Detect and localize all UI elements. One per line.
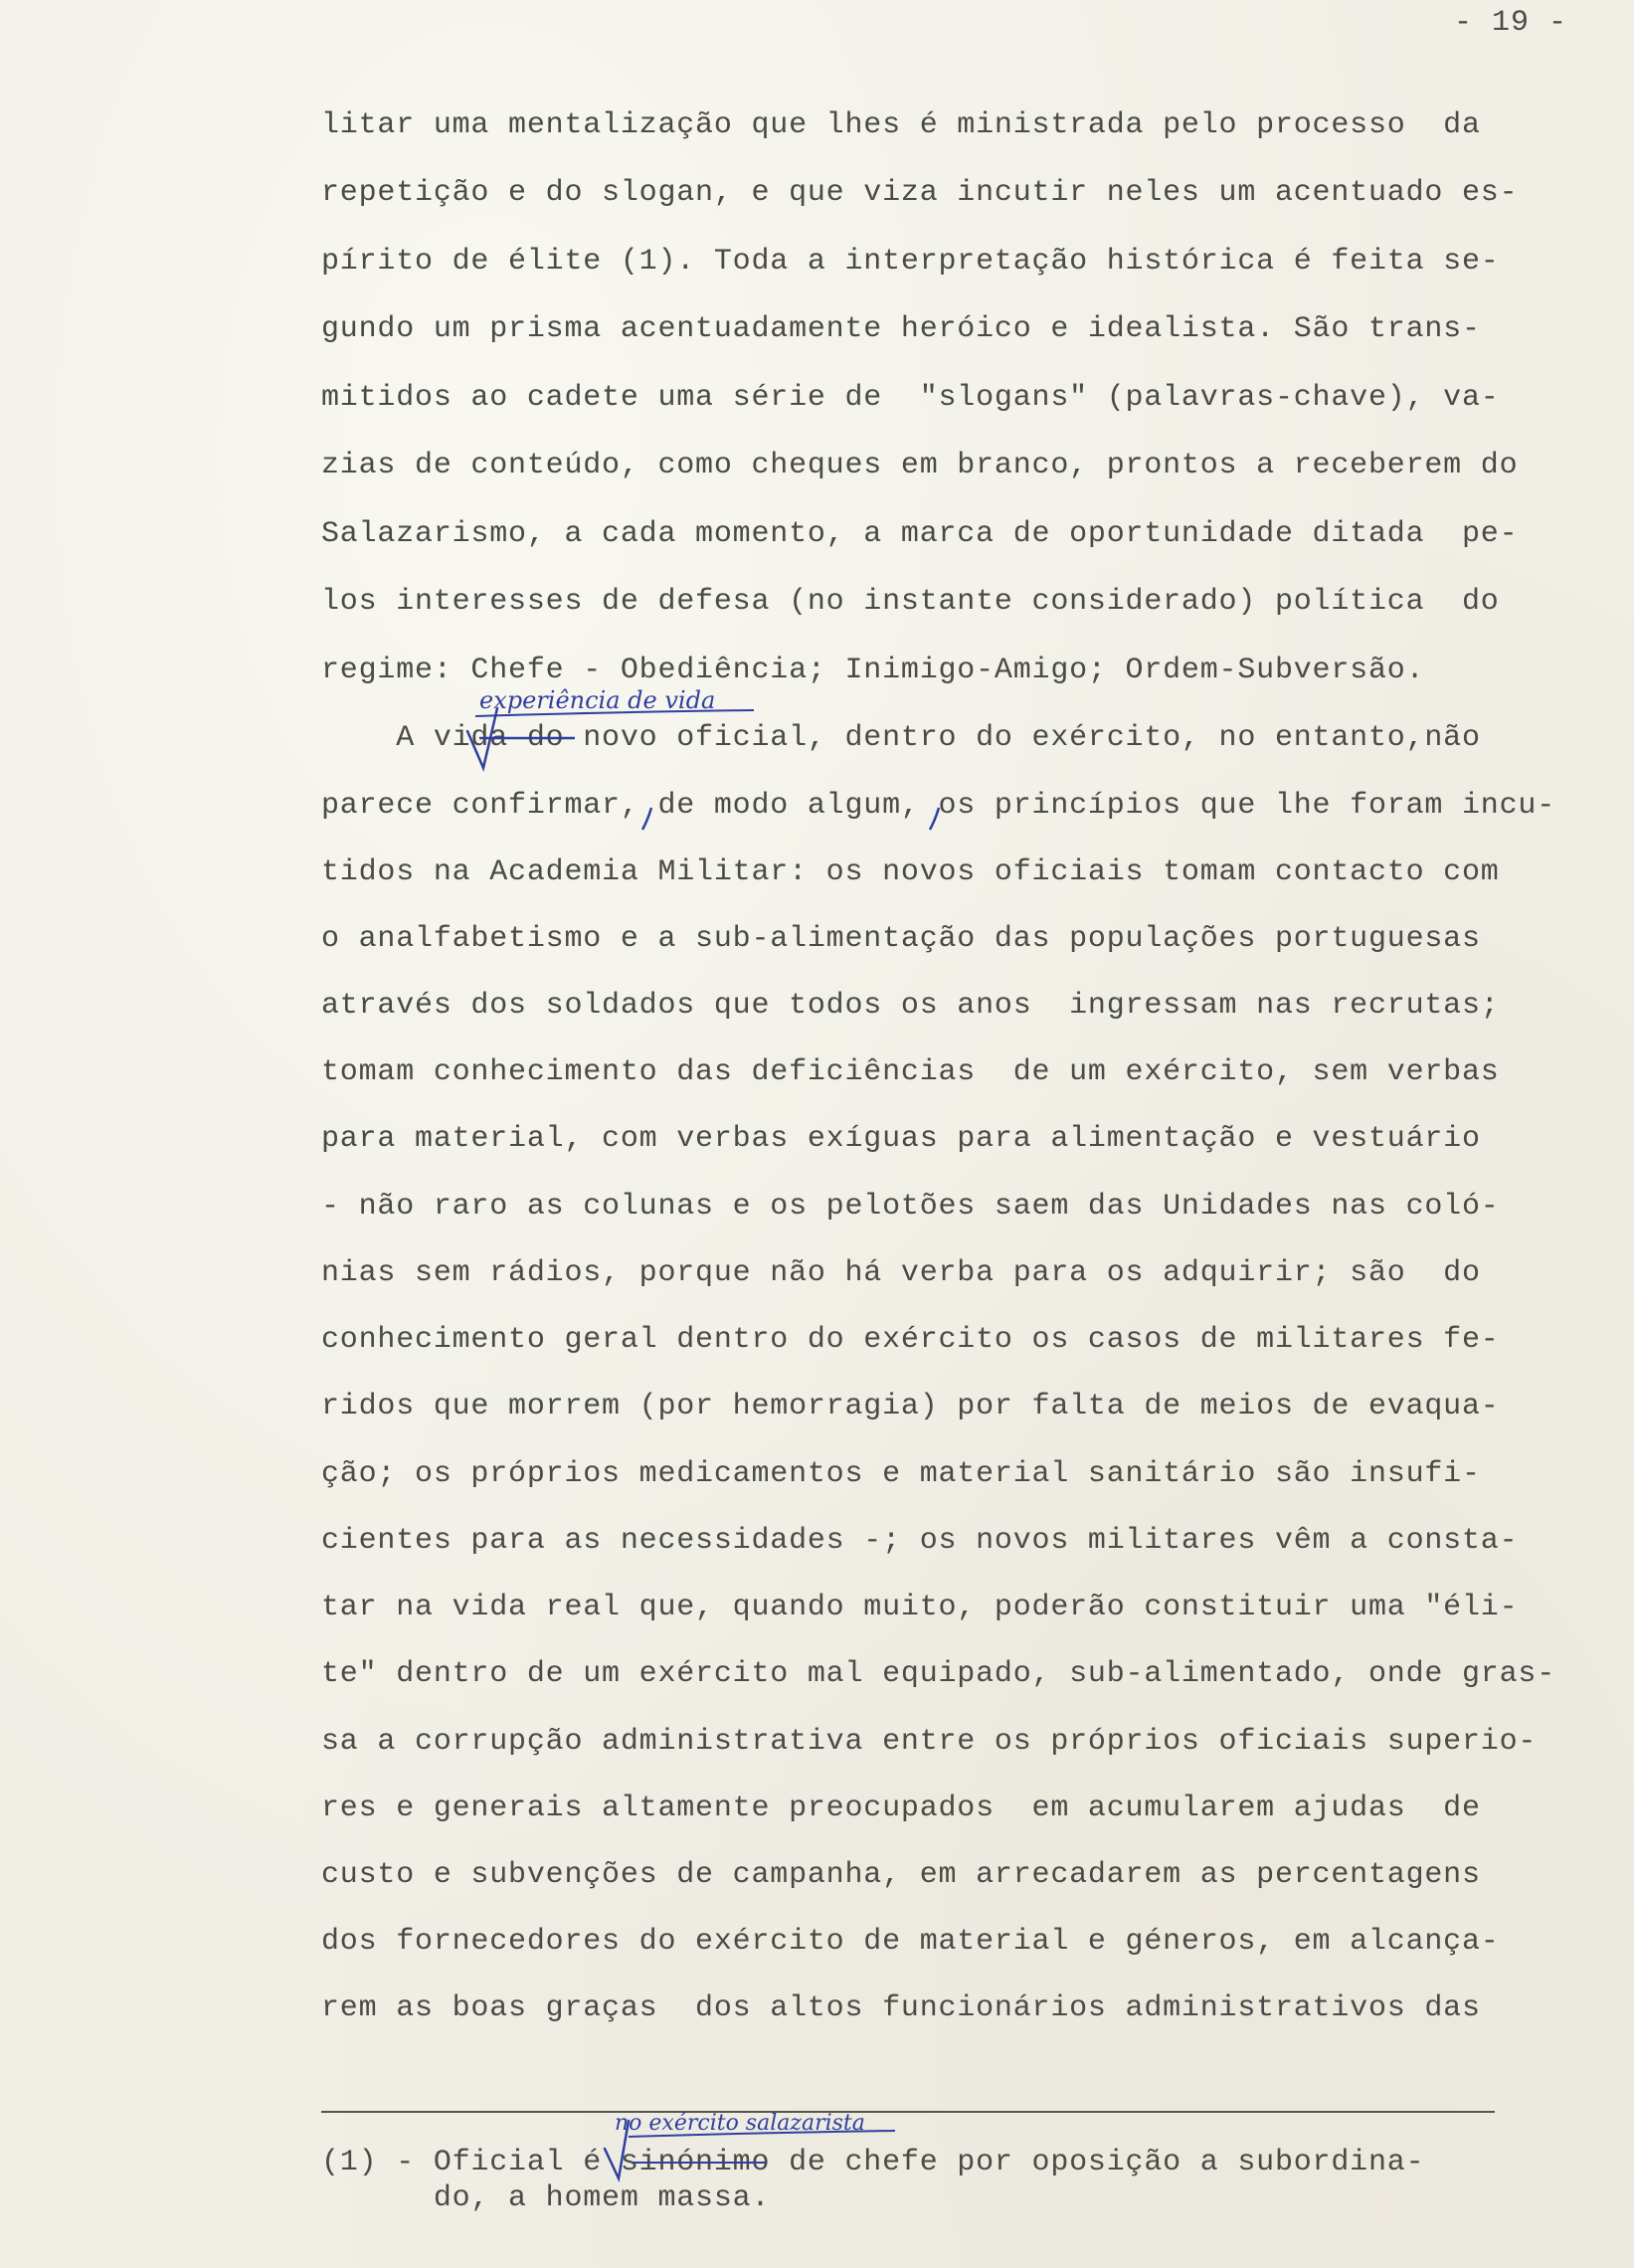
body-line: litar uma mentalização que lhes é ministrada pelo processo da <box>321 108 1481 142</box>
body-line: tidos na Academia Militar: os novos oficiais tomam contacto com <box>321 855 1500 889</box>
body-line: nias sem rádios, porque não há verba para os adquirir; são do <box>321 1256 1481 1290</box>
body-line: - não raro as colunas e os pelotões saem das Unidades nas coló- <box>321 1190 1500 1224</box>
handwritten-insert-experiencia: experiência de vida <box>479 686 716 714</box>
body-line: A vida do novo oficial, dentro do exército, no entanto,não <box>321 721 1481 755</box>
body-line: res e generais altamente preocupados em acumularem ajudas de <box>321 1792 1481 1825</box>
body-line: pírito de élite (1). Toda a interpretação histórica é feita se- <box>321 245 1500 279</box>
body-line: o analfabetismo e a sub-alimentação das populações portuguesas <box>321 922 1481 956</box>
body-line: tar na vida real que, quando muito, poderão constituir uma "éli- <box>321 1591 1519 1624</box>
body-line: parece confirmar, de modo algum, os princípios que lhe foram incu- <box>321 789 1555 823</box>
body-line: custo e subvenções de campanha, em arrecadarem as percentagens <box>321 1858 1481 1892</box>
body-line: sa a corrupção administrativa entre os próprios oficiais superio- <box>321 1725 1538 1759</box>
body-line: mitidos ao cadete uma série de "slogans" (palavras-chave), va- <box>321 381 1500 415</box>
body-line: para material, com verbas exíguas para alimentação e vestuário <box>321 1122 1481 1156</box>
body-line: repetição e do slogan, e que viza incutir neles um acentuado es- <box>321 176 1519 210</box>
footnote-divider <box>321 2111 1495 2113</box>
body-line: regime: Chefe - Obediência; Inimigo-Amigo; Ordem-Subversão. <box>321 654 1425 687</box>
body-line: te" dentro de um exército mal equipado, sub-alimentado, onde gras- <box>321 1657 1555 1691</box>
footnote-line: do, a homem massa. <box>321 2181 771 2215</box>
body-line: cientes para as necessidades -; os novos militares vêm a consta- <box>321 1524 1519 1558</box>
body-line: zias de conteúdo, como cheques em branco, prontos a receberem do <box>321 449 1519 482</box>
body-line: ção; os próprios medicamentos e material sanitário são insufi- <box>321 1457 1481 1491</box>
body-line: rem as boas graças dos altos funcionários administrativos das <box>321 1991 1481 2025</box>
body-line: conhecimento geral dentro do exército os casos de militares fe- <box>321 1323 1500 1357</box>
footnote-line: (1) - Oficial é sinónimo de chefe por oposição a subordina- <box>321 2146 1425 2179</box>
body-line: gundo um prisma acentuadamente heróico e idealista. São trans- <box>321 312 1481 346</box>
body-line: ridos que morrem (por hemorragia) por falta de meios de evaqua- <box>321 1390 1500 1423</box>
body-line: através dos soldados que todos os anos ingressam nas recrutas; <box>321 989 1500 1023</box>
handwritten-insert-exercito: no exército salazarista <box>615 2111 865 2136</box>
body-line: dos fornecedores do exército de material e géneros, em alcança- <box>321 1925 1500 1959</box>
body-line: tomam conhecimento das deficiências de um exército, sem verbas <box>321 1055 1500 1089</box>
page-number: - 19 - <box>1454 6 1568 40</box>
body-line: los interesses de defesa (no instante considerado) política do <box>321 585 1500 619</box>
body-line: Salazarismo, a cada momento, a marca de oportunidade ditada pe- <box>321 517 1519 551</box>
